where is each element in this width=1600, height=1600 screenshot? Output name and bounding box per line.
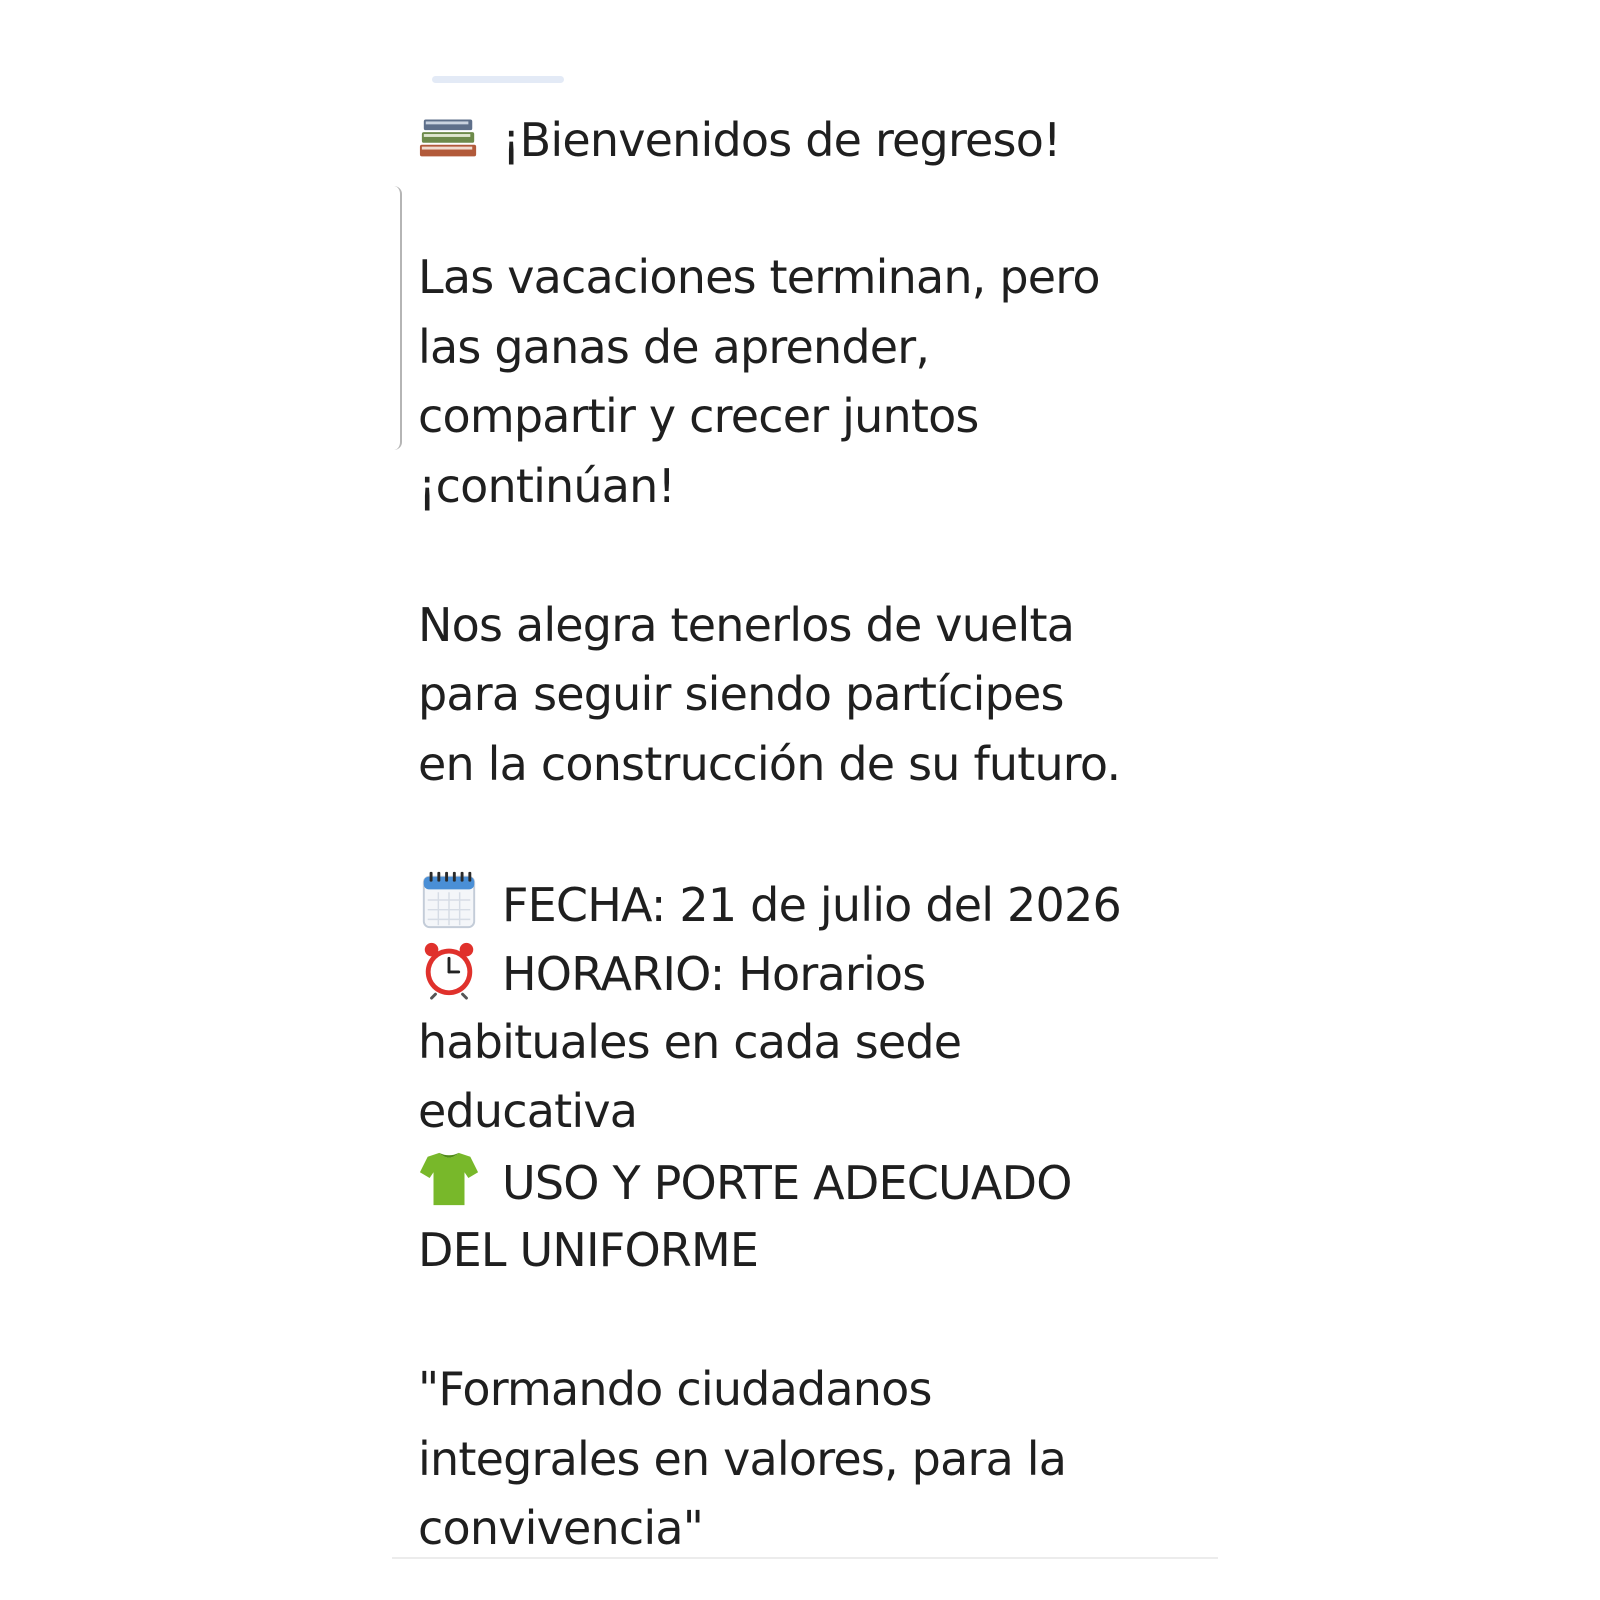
text-selection-edge xyxy=(392,186,402,450)
top-edge-chip xyxy=(432,76,564,83)
alarm-clock-icon xyxy=(418,938,480,1000)
schedule-text: HORARIO: Horarios xyxy=(502,947,926,1001)
uniform-text: USO Y PORTE ADECUADO xyxy=(502,1155,1072,1210)
tshirt-icon xyxy=(418,1147,480,1209)
books-icon xyxy=(418,104,480,166)
paragraph2-line: Nos alegra tenerlos de vuelta xyxy=(418,597,1075,652)
paragraph1-line: las ganas de aprender, xyxy=(418,319,930,374)
greeting-line xyxy=(418,104,1218,174)
paragraph1-line: ¡continúan! xyxy=(418,458,676,513)
motto-line: convivencia" xyxy=(418,1501,704,1555)
paragraph1-line: Las vacaciones terminan, pero xyxy=(418,250,1100,304)
date-line xyxy=(418,869,1218,939)
paragraph2-line: para seguir siendo partícipes xyxy=(418,667,1064,721)
date-text: FECHA: 21 de julio del 2026 xyxy=(502,877,1121,932)
schedule-line: educativa xyxy=(418,1084,638,1138)
calendar-icon xyxy=(418,869,480,931)
paragraph1-line: compartir y crecer juntos xyxy=(418,389,979,443)
greeting-text: ¡Bienvenidos de regreso! xyxy=(502,113,1061,167)
uniform-line xyxy=(418,1147,1218,1217)
post-message[interactable] xyxy=(418,104,1218,1564)
bottom-divider xyxy=(392,1557,1218,1559)
schedule-line: habituales en cada sede xyxy=(418,1014,962,1069)
uniform-line: DEL UNIFORME xyxy=(418,1223,759,1277)
motto-line: integrales en valores, para la xyxy=(418,1431,1067,1486)
motto-line: "Formando ciudadanos xyxy=(418,1362,932,1416)
schedule-line xyxy=(418,938,1218,1008)
paragraph2-line: en la construcción de su futuro. xyxy=(418,736,1121,791)
